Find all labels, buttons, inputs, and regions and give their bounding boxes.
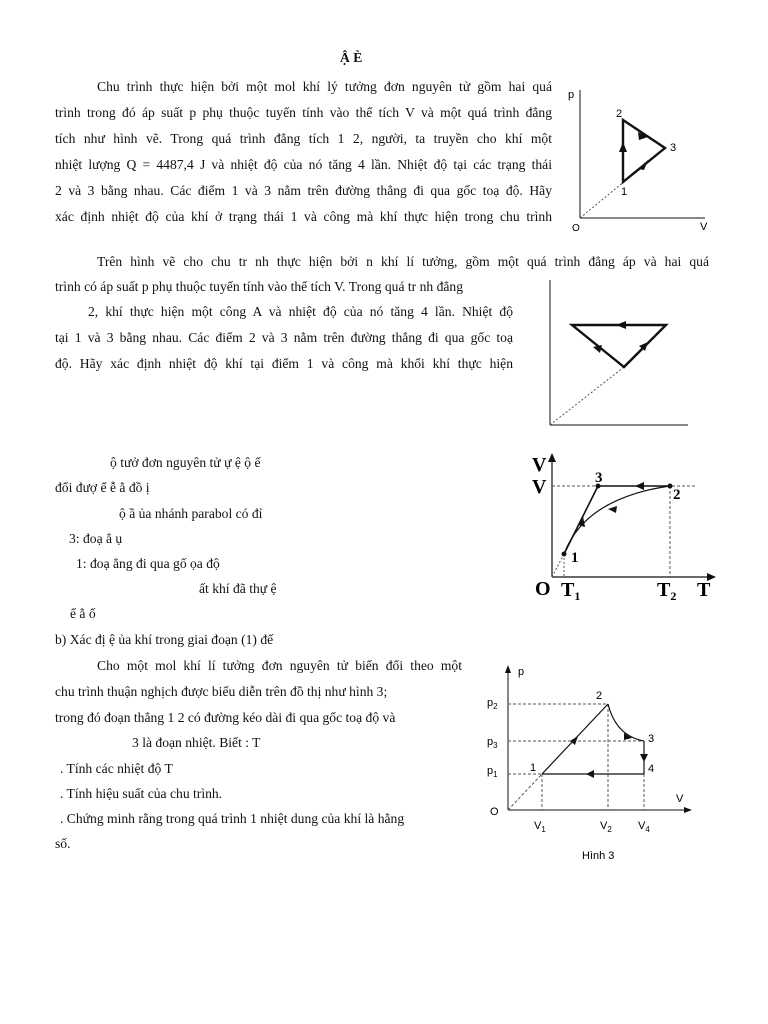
axis-label-v: V	[700, 221, 708, 233]
text-line: xác định nhiệt độ của khí ở trạng thái 1 và công mà khí thực hiện trong chu trình	[55, 209, 552, 224]
arrow-down-left	[638, 160, 648, 170]
figure-4-pv-diagram	[482, 660, 702, 870]
point-label-1: 1	[621, 186, 628, 198]
axis-label-v: V	[676, 793, 684, 805]
text-line: chu trình thuận nghịch được biểu diễn trên đồ thị như hình 3;	[55, 684, 388, 699]
text-line: b) Xác đị ệ ủa khí trong giai đoạn (1) đế	[55, 632, 274, 647]
text-line: trình trong đó áp suất p phụ thuộc tuyến tính vào thể tích V và một quá trình đẳng	[55, 105, 552, 120]
figure-2-pv-diagram	[540, 278, 700, 433]
text-line: ế ằ ố	[70, 606, 96, 621]
point-label-2: 2	[673, 487, 681, 503]
point-2-dot	[668, 484, 673, 489]
text-line: ất khí đã thự ệ	[199, 581, 277, 596]
point-label-1: 1	[530, 762, 537, 774]
figure-1-pv-diagram	[560, 80, 720, 240]
text-line: độ. Hãy xác định nhiệt độ khí tại điểm 1 và công mà khối khí thực hiện	[55, 356, 513, 371]
v-axis-arrow	[548, 453, 556, 462]
tick-label-t1: $T_1$	[561, 579, 581, 603]
tick-label-p1: $p_1$	[487, 765, 498, 779]
parabola-arc	[564, 486, 670, 554]
cycle-triangle	[623, 120, 665, 182]
arrow-left	[616, 321, 626, 329]
axis-label-p: p	[568, 89, 575, 101]
tick-label-t2: $T_2$	[657, 579, 677, 603]
axis-label-p: p	[518, 666, 525, 678]
text-line: 1: đoạ ẳng đi qua gố ọa độ	[76, 556, 220, 571]
axis-label-t: T	[697, 579, 711, 601]
point-label-2: 2	[596, 690, 603, 702]
origin-label: O	[572, 223, 580, 234]
text-line: 3: đoạ ẳ ụ	[69, 531, 123, 546]
point-label-3: 3	[670, 142, 677, 154]
page-title: Ậ È	[340, 50, 363, 65]
text-line: trong đó đoạn thẳng 1 2 có đường kéo dài đi qua gốc toạ độ và	[55, 710, 396, 725]
arrow-down-left	[593, 345, 602, 353]
tick-label-v1: $V_1$	[534, 820, 546, 834]
point-label-3: 3	[648, 733, 655, 745]
origin-line	[550, 367, 624, 425]
cycle-triangle	[572, 325, 666, 367]
point-1-dot	[562, 552, 567, 557]
arrow-down	[640, 754, 648, 762]
text-line: 2, khí thực hiện một công A và nhiệt độ của nó tăng 4 lần. Nhiệt độ	[88, 304, 513, 319]
text-line: Trên hình vẽ cho chu tr nh thực hiện bởi n khí lí tưởng, gồm một quá trình đẳng áp và hai quá	[97, 254, 709, 269]
arrow-up	[619, 142, 627, 152]
origin-label: O	[490, 806, 499, 818]
text-line: tại 1 và 3 bằng nhau. Các điểm 2 và 3 nằm trên đường thẳng đi qua gốc toạ	[55, 330, 513, 345]
tick-label-p3: $p_3$	[487, 736, 498, 750]
text-line: 2 và 3 bằng nhau. Các điểm 1 và 3 nằm trên đường thẳng đi qua gốc toạ độ. Hãy	[55, 183, 552, 198]
text-line: đổi đượ ể ễ ằ đồ ị	[55, 480, 150, 495]
point-label-1: 1	[571, 550, 579, 566]
text-line: . Tính hiệu suất của chu trình.	[60, 786, 223, 801]
origin-line	[552, 554, 564, 577]
text-line: tích như hình vẽ. Trong quá trình đẳng tích 1 2, người, ta truyền cho khí một	[55, 131, 552, 146]
text-line: ộ tưở đơn nguyên tử ự ệ ộ ế	[110, 455, 261, 470]
v-axis-arrow	[684, 807, 692, 813]
point-label-4: 4	[648, 763, 655, 775]
text-line: Cho một mol khí lí tưởng đơn nguyên tử biến đổi theo một	[97, 658, 462, 673]
tick-label-v4: $V_4$	[638, 820, 650, 834]
arrow-left	[635, 482, 644, 490]
arrow-down	[608, 506, 617, 513]
text-line: . Tính các nhiệt độ T	[60, 761, 173, 776]
text-line: ộ ầ ủa nhánh parabol có đỉ	[119, 506, 263, 521]
axis-label-v2: V	[532, 454, 547, 476]
text-line: trình có áp suất p phụ thuộc tuyến tính vào thể tích V. Trong quá tr nh đẳng	[55, 279, 464, 294]
text-line: 3 là đoạn nhiệt. Biết : T	[132, 735, 261, 750]
arrow-left	[586, 770, 594, 778]
axis-label-v1: V	[532, 476, 547, 498]
point-label-3: 3	[595, 470, 603, 486]
text-line: . Chứng minh rằng trong quá trình 1 nhiệt dung của khí là hằng	[60, 811, 405, 826]
figure-caption: Hình 3	[582, 850, 615, 862]
point-label-2: 2	[616, 108, 623, 120]
tick-label-v2: $V_2$	[600, 820, 612, 834]
p-axis-arrow	[505, 665, 511, 673]
figure-3-vt-diagram	[525, 450, 725, 605]
origin-label: O	[535, 578, 551, 600]
text-line: nhiệt lượng Q = 4487,4 J và nhiệt độ của nó tăng 4 lần. Nhiệt độ tại các trạng thái	[55, 157, 552, 172]
tick-label-p2: $p_2$	[487, 697, 498, 711]
origin-line	[508, 774, 542, 810]
text-line: Chu trình thực hiện bởi một mol khí lý tưởng đơn nguyên tử gồm hai quá	[97, 79, 552, 94]
text-line: số.	[55, 836, 71, 851]
